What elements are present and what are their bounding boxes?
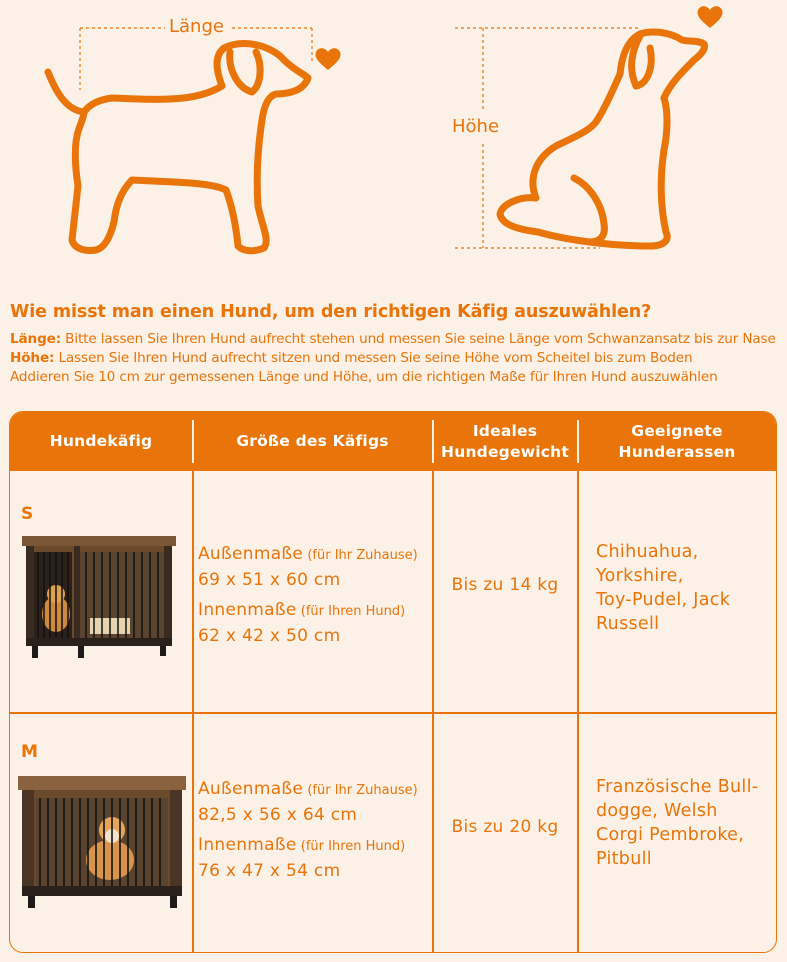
header-weight-line1: Ideales [472,421,538,440]
weight-value: Bis zu 20 kg [451,817,559,837]
outer-dimensions [198,542,418,568]
header-breeds-line1: Geeignete [631,421,723,440]
outer-label: Außenmaße [198,544,304,564]
inner-label: Innenmaße [198,835,297,855]
height-key: Höhe: [10,350,55,366]
header-divider [577,420,579,463]
header-crate: Hundekäfig [49,432,153,450]
standing-dog-ear-icon [230,52,260,92]
height-dimension-line [455,28,640,248]
heart-icon [698,6,723,28]
height-instruction [10,349,785,368]
length-key: Länge: [10,331,61,347]
length-label: Länge [165,16,228,37]
standing-dog-icon [48,44,308,251]
outer-note: (für Ihr Zuhause) [303,548,418,563]
crate-s-dimensions [198,542,418,648]
inner-value: 76 x 47 x 54 cm [198,861,341,881]
size-label: M [21,742,38,762]
header-breeds-line2: Hunderassen [618,442,736,461]
header-divider [192,420,194,463]
crate-m-dimensions [198,777,418,883]
measuring-instructions [10,302,785,387]
size-label: S [21,504,34,524]
inner-value: 62 x 42 x 50 cm [198,626,341,646]
crate-s-image [20,534,178,664]
height-label: Höhe [448,116,503,137]
table-header [10,412,776,471]
breed-line: Pitbull [596,849,652,869]
size-note: Addieren Sie 10 cm zur gemessenen Länge und Höhe, um die richtigen Maße für Ihren Hund auszuwählen [10,369,718,385]
header-weight [433,412,577,471]
breed-line: Corgi Pembroke, [596,825,745,845]
breed-line: Russell [596,614,660,634]
breeds-list [596,540,730,636]
outer-value: 69 x 51 x 60 cm [198,570,341,590]
weight-value: Bis zu 14 kg [451,575,559,595]
sitting-dog-ear-icon [632,36,652,86]
breed-line: Toy-Pudel, Jack [596,590,731,610]
breed-line: Yorkshire, [596,566,684,586]
inner-dimensions [198,598,418,624]
outer-note: (für Ihr Zuhause) [303,783,418,798]
crate-m-image [16,774,188,912]
outer-dimensions [198,777,418,803]
height-text: Lassen Sie Ihren Hund aufrecht sitzen und messen Sie seine Höhe vom Scheitel bis zum Boden [54,350,693,366]
header-size: Größe des Käfigs [236,432,389,450]
size-table [9,411,777,953]
header-breeds [578,412,776,471]
inner-note: (für Ihren Hund) [296,839,406,854]
breed-line: Chihuahua, [596,542,699,562]
inner-label: Innenmaße [198,600,297,620]
outer-label: Außenmaße [198,779,304,799]
measuring-illustration [0,0,787,270]
row-divider [10,712,776,714]
length-text: Bitte lassen Sie Ihren Hund aufrecht stehen und messen Sie seine Länge vom Schwanzansatz bis zur Nase [61,331,776,347]
inner-note: (für Ihren Hund) [296,604,406,619]
length-dimension-line [80,28,312,90]
header-weight-line2: Hundegewicht [441,442,569,461]
sitting-dog-leg-icon [574,178,604,242]
breed-line: Französische Bull- [596,777,759,797]
instructions-title: Wie misst man einen Hund, um den richtigen Käfig auszuwählen? [10,302,652,322]
length-instruction [10,330,785,349]
breed-line: dogge, Welsh [596,801,718,821]
inner-dimensions [198,833,418,859]
header-divider [432,420,434,463]
breeds-list [596,775,758,871]
outer-value: 82,5 x 56 x 64 cm [198,805,358,825]
heart-icon [316,48,341,70]
